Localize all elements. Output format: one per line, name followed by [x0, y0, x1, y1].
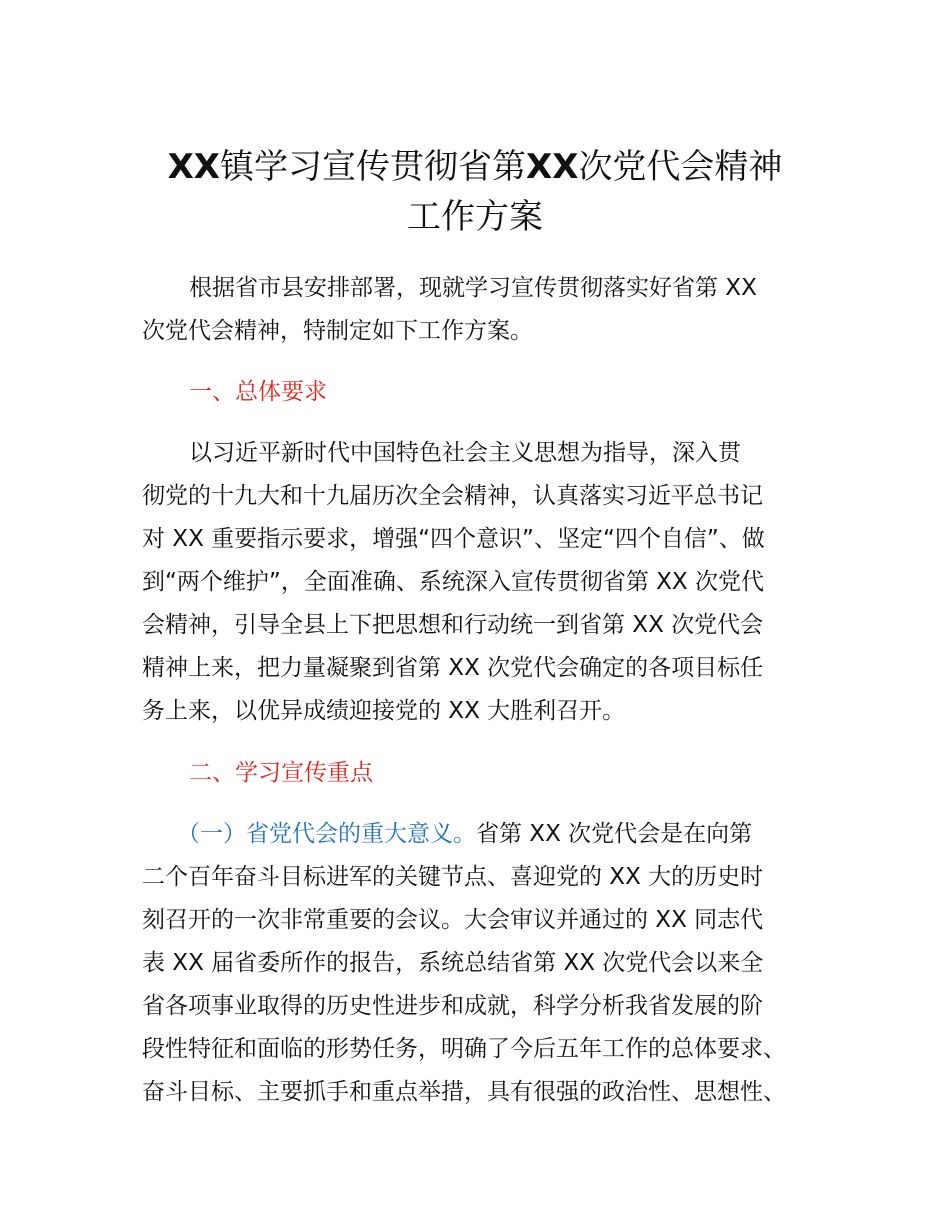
section-1-line-4: 到“两个维护”，全面准确、系统深入宣传贯彻省第 XX 次党代: [142, 569, 764, 595]
subsection-1-line-5: 省各项事业取得的历史性进步和成就，科学分析我省发展的阶: [142, 993, 763, 1019]
intro-line-1: 根据省市县安排部署，现就学习宣传贯彻落实好省第 XX: [189, 275, 757, 301]
subsection-1-first-line-text: 省第 XX 次党代会是在向第: [476, 821, 753, 847]
document-title-line-2: 工作方案: [407, 197, 543, 237]
title-text-1: 镇学习宣传贯彻省第: [220, 147, 526, 187]
subsection-1-line-3: 刻召开的一次非常重要的会议。大会审议并通过的 XX 同志代: [142, 907, 764, 933]
subsection-1-line-6: 段性特征和面临的形势任务，明确了今后五年工作的总体要求、: [142, 1036, 786, 1062]
subsection-1-line-4: 表 XX 届省委所作的报告，系统总结省第 XX 次党代会以来全: [142, 950, 764, 976]
section-1-line-1: 以习近平新时代中国特色社会主义思想为指导，深入贯: [189, 440, 741, 466]
section-1-line-2: 彻党的十九大和十九届历次全会精神，认真落实习近平总书记: [142, 483, 763, 509]
section-1-line-3: 对 XX 重要指示要求，增强“四个意识”、坚定“四个自信”、做: [142, 526, 765, 552]
intro-line-2: 次党代会精神，特制定如下工作方案。: [142, 318, 533, 344]
section-1-line-5: 会精神，引导全县上下把思想和行动统一到省第 XX 次党代会: [142, 612, 764, 638]
subsection-1-line-7: 奋斗目标、主要抓手和重点举措，具有很强的政治性、思想性、: [142, 1079, 786, 1105]
title-text-2: 次党代会精神: [578, 147, 783, 187]
subsection-1-line-1: [177, 819, 752, 849]
section-2-heading: 二、学习宣传重点: [189, 760, 373, 786]
title-xx-2: XX: [526, 147, 579, 187]
section-1-line-7: 务上来，以优异成绩迎接党的 XX 大胜利召开。: [142, 698, 626, 724]
subsection-1-line-2: 二个百年奋斗目标进军的关键节点、喜迎党的 XX 大的历史时: [142, 864, 764, 890]
document-title-line-1: [0, 144, 950, 190]
subsection-1-label: （一）省党代会的重大意义。: [177, 821, 476, 847]
section-1-line-6: 精神上来，把力量凝聚到省第 XX 次党代会确定的各项目标任: [142, 655, 764, 681]
title-xx-1: XX: [167, 147, 220, 187]
section-1-heading: 一、总体要求: [189, 379, 327, 405]
